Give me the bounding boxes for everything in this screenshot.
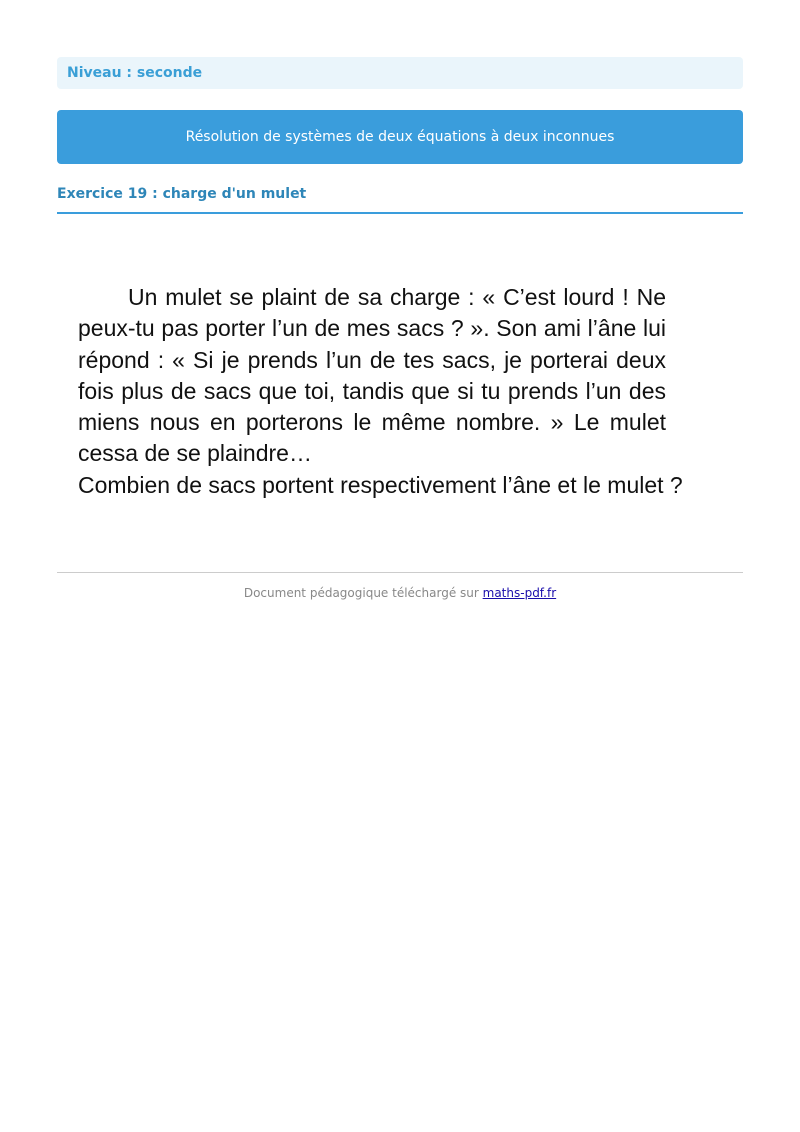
exercise-paragraph: Un mulet se plaint de sa charge : « C’est lourd ! Ne peux-tu pas porter l’un de mes sacs ? ». Son ami l’âne lui répond : « Si je prends l’un de tes sacs, je porterai deux fois plus de sacs que toi, tandis que si tu prends l’un des miens nous en porterons le même nombre. » Le mulet cessa de se plaindre… bbox=[78, 284, 666, 467]
exercise-statement bbox=[78, 282, 683, 501]
footer-text: Document pédagogique téléchargé sur bbox=[243, 586, 483, 600]
footer-divider bbox=[57, 572, 743, 573]
topic-title: Résolution de systèmes de deux équations à deux inconnues bbox=[185, 129, 615, 145]
level-banner bbox=[57, 57, 743, 89]
footer bbox=[57, 586, 743, 600]
topic-banner bbox=[57, 110, 743, 164]
exercise-question: Combien de sacs portent respectivement l’âne et le mulet ? bbox=[78, 471, 683, 498]
exercise-title: Exercice 19 : charge d'un mulet bbox=[57, 186, 307, 202]
level-label: Niveau : seconde bbox=[67, 65, 203, 81]
footer-link[interactable]: maths-pdf.fr bbox=[482, 586, 557, 600]
exercise-divider bbox=[57, 212, 743, 214]
